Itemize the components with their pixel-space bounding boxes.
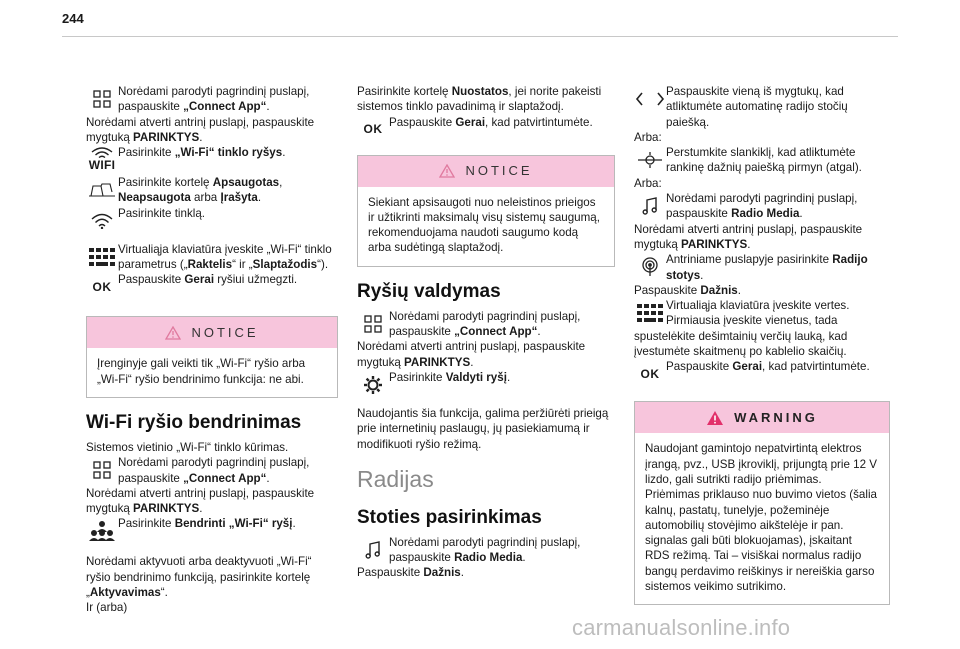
step-connect-app: Norėdami parodyti pagrindinį puslapį, paspauskite „Connect App“. (86, 84, 338, 115)
watermark: carmanualsonline.info (572, 615, 791, 640)
keyboard-icon (86, 242, 118, 272)
para-options: Norėdami atverti antrinį puslapį, paspauskite mygtuką PARINKTYS. (86, 115, 315, 144)
notice-header: NOTICE (358, 156, 614, 187)
step-security-tab: Pasirinkite kortelę Apsaugotas, Neapsaugota arba Įrašyta. (86, 175, 338, 206)
music-note-icon (357, 535, 389, 565)
warning-triangle-icon (706, 410, 724, 426)
tabs-icon (86, 175, 118, 205)
page-number: 244 (62, 11, 84, 26)
chevrons-left-right-icon (634, 84, 666, 114)
step-connect-app-3: Norėdami parodyti pagrindinį puslapį, paspauskite „Connect App“. (357, 309, 615, 340)
chapter-heading-radio: Radijas (357, 465, 434, 492)
notice-box: NOTICE Įrenginyje gali veikti tik „Wi-Fi“ ryšio arba „Wi-Fi“ ryšio bendrinimo funkcija: ne abi. (86, 316, 338, 398)
notice-header: NOTICE (87, 317, 337, 348)
step-keyboard-values: Virtualiąja klaviatūra įveskite vertes. Pirmiausia įveskite vienetus, tada spustelėkite dešimtainių verčių lauką, kad įvestumėte skaitmenų po kablelio skaičių. (634, 299, 850, 359)
apps-grid-icon (357, 309, 389, 339)
ok-icon: OK (92, 279, 112, 294)
step-connect-app-2: Norėdami parodyti pagrindinį puslapį, paspauskite „Connect App“. (86, 455, 338, 486)
step-slider: Perstumkite slankiklį, kad atliktumėte rankinę dažnių paiešką pirmyn (atgal). (634, 145, 890, 176)
step-select-network: Pasirinkite tinklą. (86, 206, 338, 236)
slider-icon (634, 145, 666, 175)
warning-triangle-icon (165, 326, 181, 340)
step-radio-media-2: Norėdami parodyti pagrindinį puslapį, paspauskite Radio Media. (634, 191, 890, 222)
column-2: Pasirinkite kortelę Nuostatos, jei norite pakeisti sistemos tinklo pavadinimą ir slaptažodį. OK Paspauskite Gerai, kad patvirtintumėte. NOTICE Siekiant apsisaugoti nuo neleistinos prieigos ir užtikrinti maksimalų visų sistemų saugumą, rekomenduojama naudoti saugumo kodą arba sudėtingą slaptažodį. Ryšių valdymas Norėdami parodyti pagrindinį puslapį, paspauskite „Connect App“. Norėdami atverti antrinį puslapį, paspauskite mygtuką PARINKTYS. Pasirinkite Valdyti ryšį. Naudojantis šia funkcija, galima peržiūrėti prieigą prie internetinių paslaugų, jų pasiekiamumą ir modifikuoti ryšio režimą. Radijas Stoties pasirinkimas Norėdami parodyti pagrindinį puslapį, paspauskite Radio Media. Paspauskite Dažnis. (357, 84, 615, 581)
music-note-icon (634, 191, 666, 221)
step-ok-connect: OK Paspauskite Gerai ryšiui užmegzti. (86, 272, 338, 302)
warning-header: WARNING (635, 402, 889, 433)
section-heading-connection-management: Ryšių valdymas (357, 280, 501, 302)
step-radio-stations: Antriniame puslapyje pasirinkite Radijo stotys. (634, 252, 890, 283)
step-ok-confirm: OK Paspauskite Gerai, kad patvirtintumėte. (357, 115, 615, 145)
radio-broadcast-icon (634, 252, 666, 282)
apps-grid-icon (86, 455, 118, 485)
step-manage-connection: Pasirinkite Valdyti ryšį. (357, 370, 615, 400)
wifi-icon: WIFI (86, 145, 118, 175)
ok-icon: OK (363, 121, 383, 136)
section-heading-station-selection: Stoties pasirinkimas (357, 506, 542, 528)
warning-triangle-icon (439, 164, 455, 178)
step-wifi-connection: WIFI Pasirinkite „Wi-Fi“ tinklo ryšys. (86, 145, 338, 175)
users-group-icon (86, 516, 118, 546)
step-ok-confirm-2: OK Paspauskite Gerai, kad patvirtintumėte. (634, 359, 890, 389)
section-heading-wifi-sharing: Wi-Fi ryšio bendrinimas (86, 411, 302, 433)
apps-grid-icon (86, 84, 118, 114)
step-auto-search: Paspauskite vieną iš mygtukų, kad atliktumėte automatinę radijo stočių paiešką. (634, 84, 890, 130)
column-3: Paspauskite vieną iš mygtukų, kad atliktumėte automatinę radijo stočių paiešką. Arba: Perstumkite slankiklį, kad atliktumėte rankinę dažnių paiešką pirmyn (atgal). Arba: Norėdami parodyti pagrindinį puslapį, paspauskite Radio Media. Norėdami atverti antrinį puslapį, paspauskite mygtuką PARINKTYS. Antriniame puslapyje pasirinkite Radijo stotys. Paspauskite Dažnis. Virtualiąja klaviatūra įveskite vertes. Pirmiausia įveskite vienetus, tada spustelėkite dešimtainių verčių lauką, kad įvestumėte skaitmenų po kablelio skaičių. OK Paspauskite Gerai, kad patvirtintumėte. WARNING Naudojant gamintojo nepatvirtintą elektros įrangą, pvz., USB įkroviklį, prijungtą prie 12 V lizdo, gali sutrikti radijo priėmimas. Priėmimas priklauso nuo buvimo vietos (šalia kalnų, pastatų, tunelyje, požeminėje automobilių stovėjimo aikštelėje ir pan. signalas gali būti blokuojamas), įskaitant RDS režimą. Tai – visiškai normalus radijo bangų perdavimo reiškinys ir nereiškia garso sistemos veikimo sutrikimo. (634, 84, 890, 613)
header-divider (62, 36, 898, 37)
step-radio-media: Norėdami parodyti pagrindinį puslapį, paspauskite Radio Media. (357, 535, 615, 566)
gear-icon (357, 370, 389, 400)
wifi-signal-icon (86, 206, 118, 236)
step-keyboard: Virtualiąja klaviatūra įveskite „Wi-Fi“ tinklo parametrus („Raktelis“ ir „Slaptažodis“). (86, 242, 338, 273)
ok-icon: OK (640, 366, 660, 381)
step-share-wifi: Pasirinkite Bendrinti „Wi-Fi“ ryšį. (86, 516, 338, 546)
warning-box: WARNING Naudojant gamintojo nepatvirtintą elektros įrangą, pvz., USB įkroviklį, prijungtą prie 12 V lizdo, gali sutrikti radijo priėmimas. Priėmimas priklauso nuo buvimo vietos (šalia kalnų, pastatų, tunelyje, požeminėje automobilių stovėjimo aikštelėje ir pan. signalas gali būti blokuojamas), įskaitant RDS režimą. Tai – visiškai normalus radijo bangų perdavimo reiškinys ir nereiškia garso sistemos veikimo sutrikimo. (634, 401, 890, 605)
column-1: Norėdami parodyti pagrindinį puslapį, paspauskite „Connect App“. Norėdami atverti antrinį puslapį, paspauskite mygtuką PARINKTYS. WIFI Pasirinkite „Wi-Fi“ tinklo ryšys. Pasirinkite kortelę Apsaugotas, Neapsaugota arba Įrašyta. Pasirinkite tinklą. Virtualiąja klaviatūra įveskite „Wi-Fi“ tinklo parametrus („Raktelis“ ir „Slaptažodis“). OK Paspauskite Gerai ryšiui užmegzti. NOTICE Įrenginyje gali veikti tik „Wi-Fi“ ryšio arba „Wi-Fi“ ryšio bendrinimo funkcija: ne abi. Wi-Fi ryšio bendrinimas Sistemos vietinio „Wi-Fi“ tinklo kūrimas. Norėdami parodyti pagrindinį puslapį, paspauskite „Connect App“. Norėdami atverti antrinį puslapį, paspauskite mygtuką PARINKTYS. Pasirinkite Bendrinti „Wi-Fi“ ryšį. Norėdami aktyvuoti arba deaktyvuoti „Wi-Fi“ ryšio bendrinimo funkciją, pasirinkite kortelę „Aktyvavimas“. Ir (arba) (86, 84, 338, 616)
notice-box-2: NOTICE Siekiant apsisaugoti nuo neleistinos prieigos ir užtikrinti maksimalų visų sistemų saugumą, rekomenduojama naudoti saugumo kodą arba sudėtingą slaptažodį. (357, 155, 615, 267)
